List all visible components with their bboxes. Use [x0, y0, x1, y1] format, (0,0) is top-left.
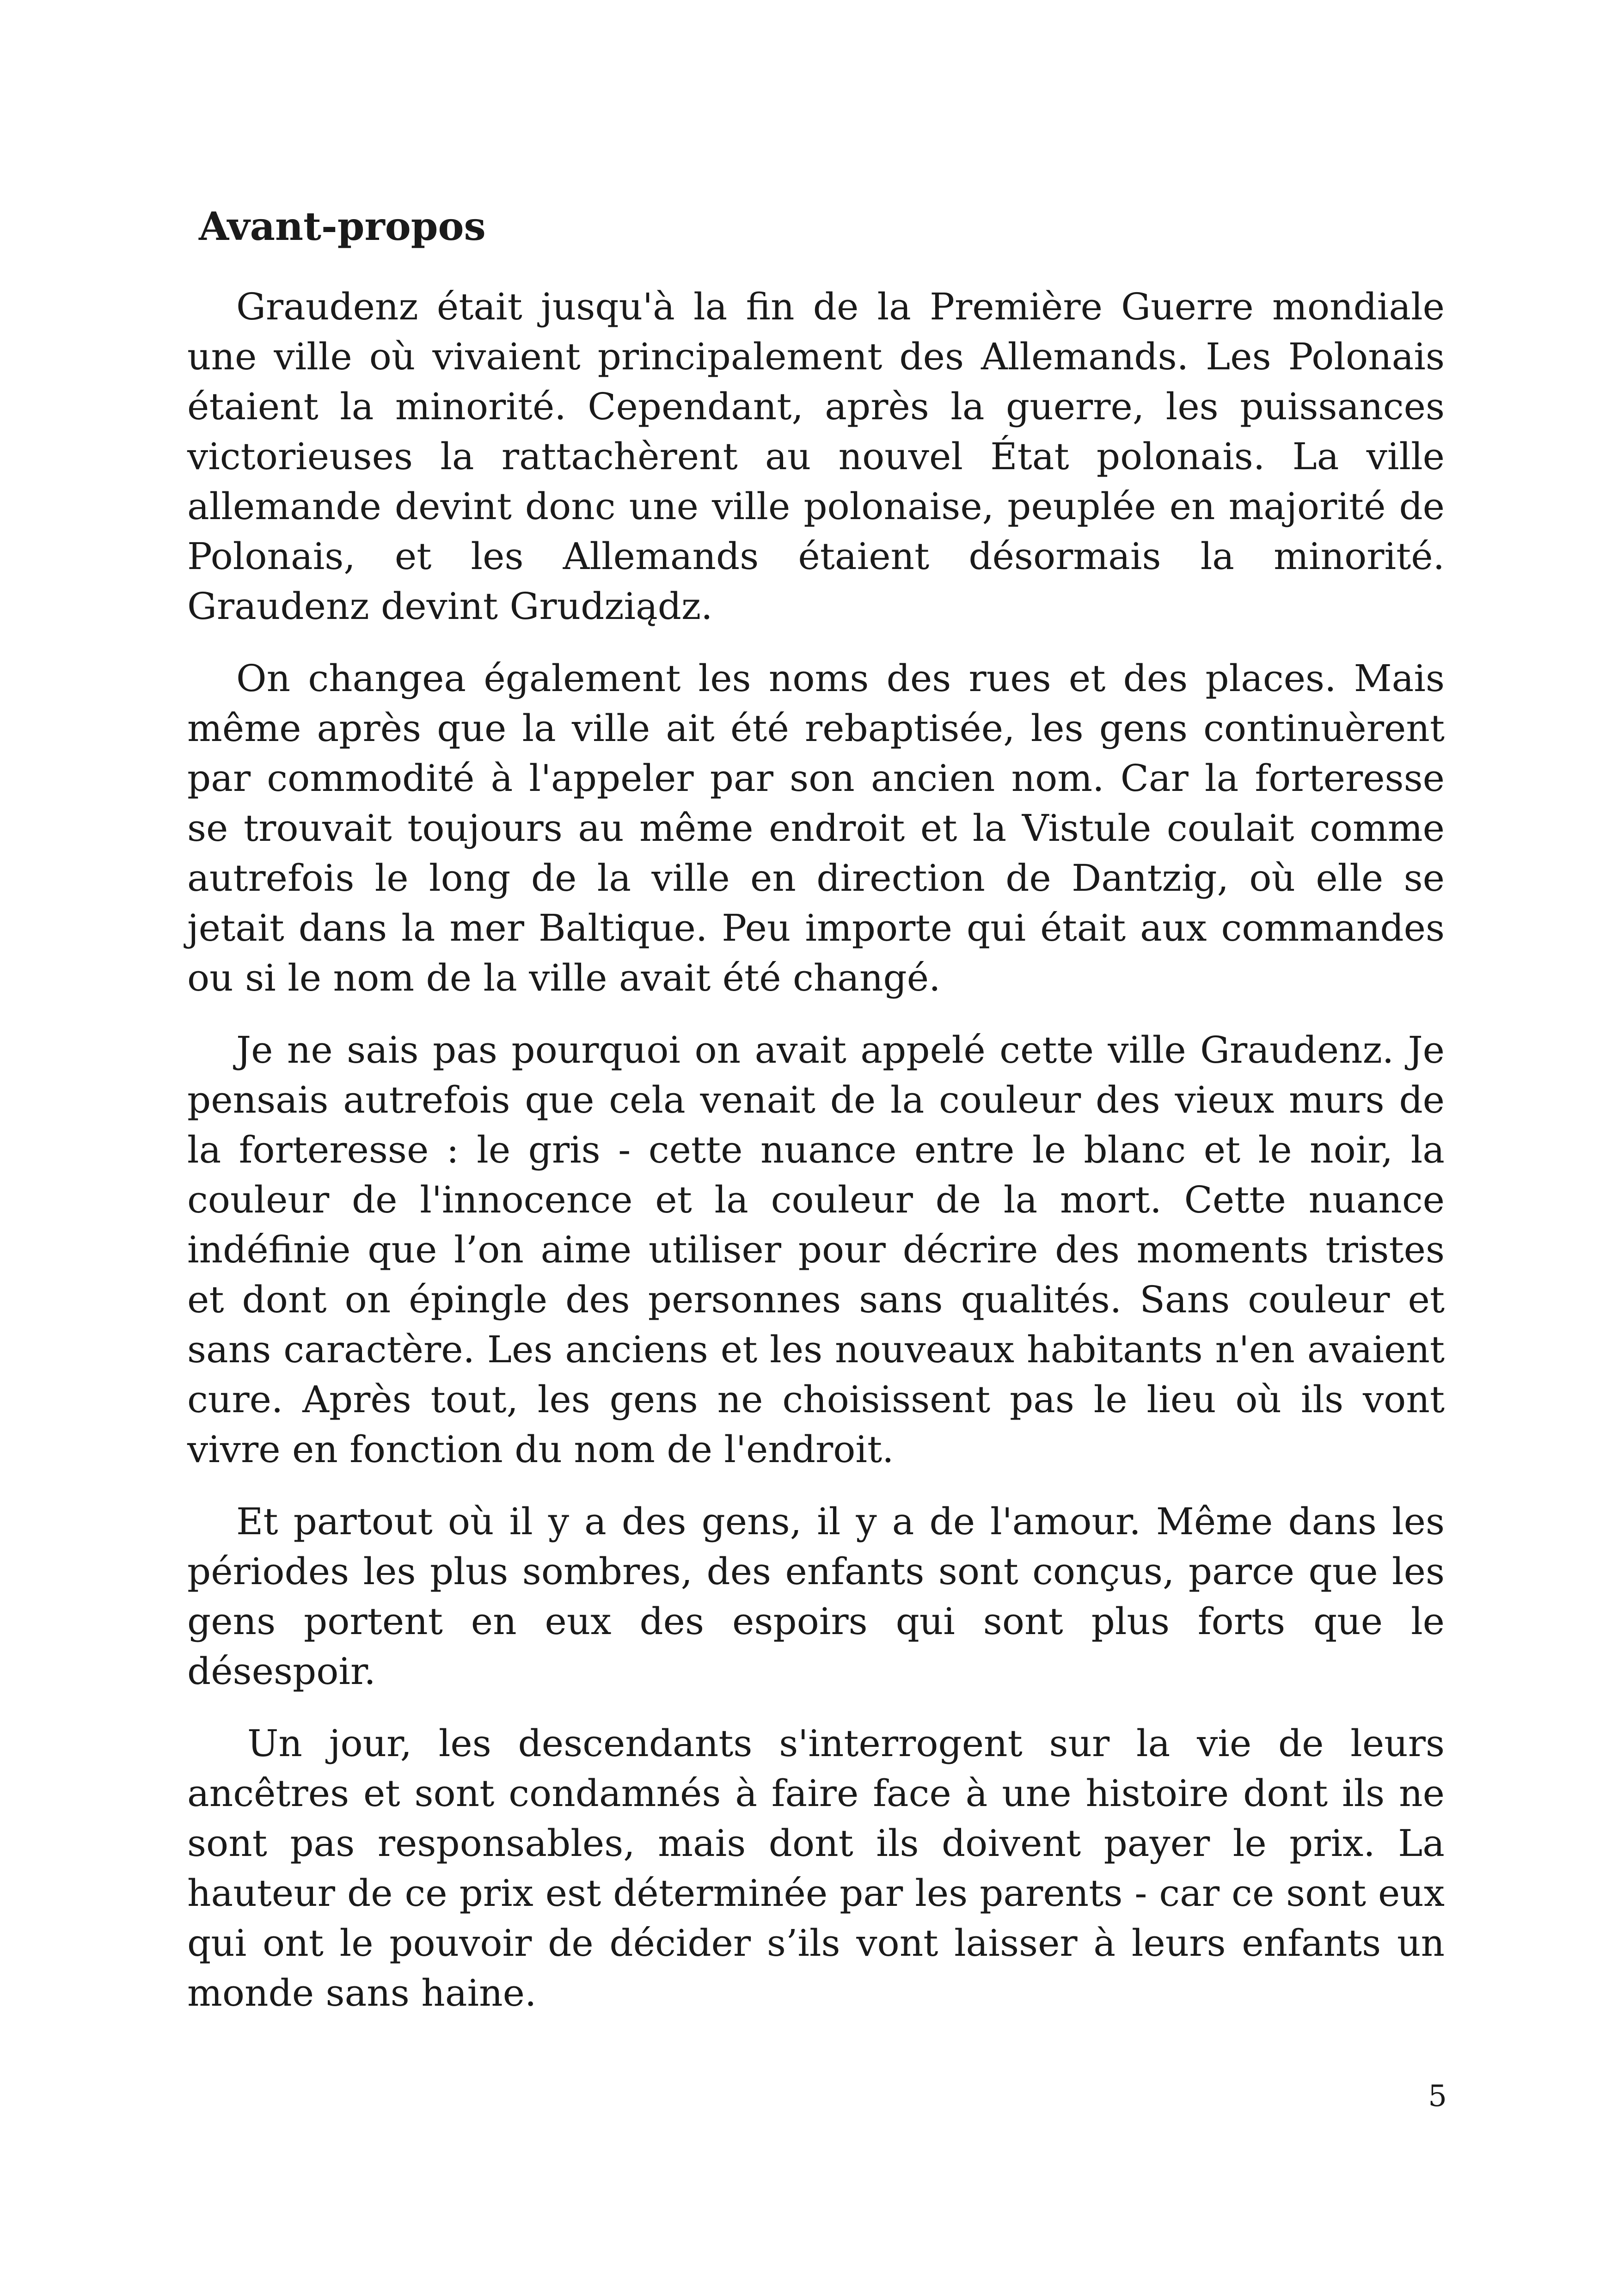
paragraph-5: Un jour, les descendants s'interrogent sur la vie de leurs ancêtres et sont condamnés à faire face à une histoire dont ils ne sont pas responsables, mais dont ils doivent payer le prix. La hauteur de ce prix est déterminée par les parents - car ce sont eux qui ont le pouvoir de décider s’ils vont laisser à leurs enfants un monde sans haine.: [187, 1722, 1445, 2014]
paragraph-4: Et partout où il y a des gens, il y a de l'amour. Même dans les périodes les plus sombres, des enfants sont conçus, parce que les gens portent en eux des espoirs qui sont plus forts que le désespoir.: [187, 1500, 1445, 1693]
chapter-heading: Avant-propos: [199, 203, 486, 249]
paragraph-3: Je ne sais pas pourquoi on avait appelé cette ville Graudenz. Je pensais autrefois que cela venait de la couleur des vieux murs de la forteresse : le gris - cette nuance entre le blanc et le noir, la couleur de l'innocence et la couleur de la mort. Cette nuance indéfinie que l’on aime utiliser pour décrire des moments tristes et dont on épingle des personnes sans qualités. Sans couleur et sans caractère. Les anciens et les nouveaux habitants n'en avaient cure. Après tout, les gens ne choisissent pas le lieu où ils vont vivre en fonction du nom de l'endroit.: [187, 1029, 1445, 1471]
paragraph-2: On changea également les noms des rues et des places. Mais même après que la ville ait été rebaptisée, les gens continuèrent par commodité à l'appeler par son ancien nom. Car la forteresse se trouvait toujours au même endroit et la Vistule coulait comme autrefois le long de la ville en direction de Dantzig, où elle se jetait dans la mer Baltique. Peu importe qui était aux commandes ou si le nom de la ville avait été changé.: [187, 657, 1445, 999]
body-text: [187, 282, 1445, 2040]
paragraph-1: Graudenz était jusqu'à la fin de la Première Guerre mondiale une ville où vivaient principalement des Allemands. Les Polonais étaient la minorité. Cependant, après la guerre, les puissances victorieuses la rattachèrent au nouvel État polonais. La ville allemande devint donc une ville polonaise, peuplée en majorité de Polonais, et les Allemands étaient désormais la minorité. Graudenz devint Grudziądz.: [187, 285, 1445, 628]
page-number: 5: [1428, 2079, 1447, 2113]
